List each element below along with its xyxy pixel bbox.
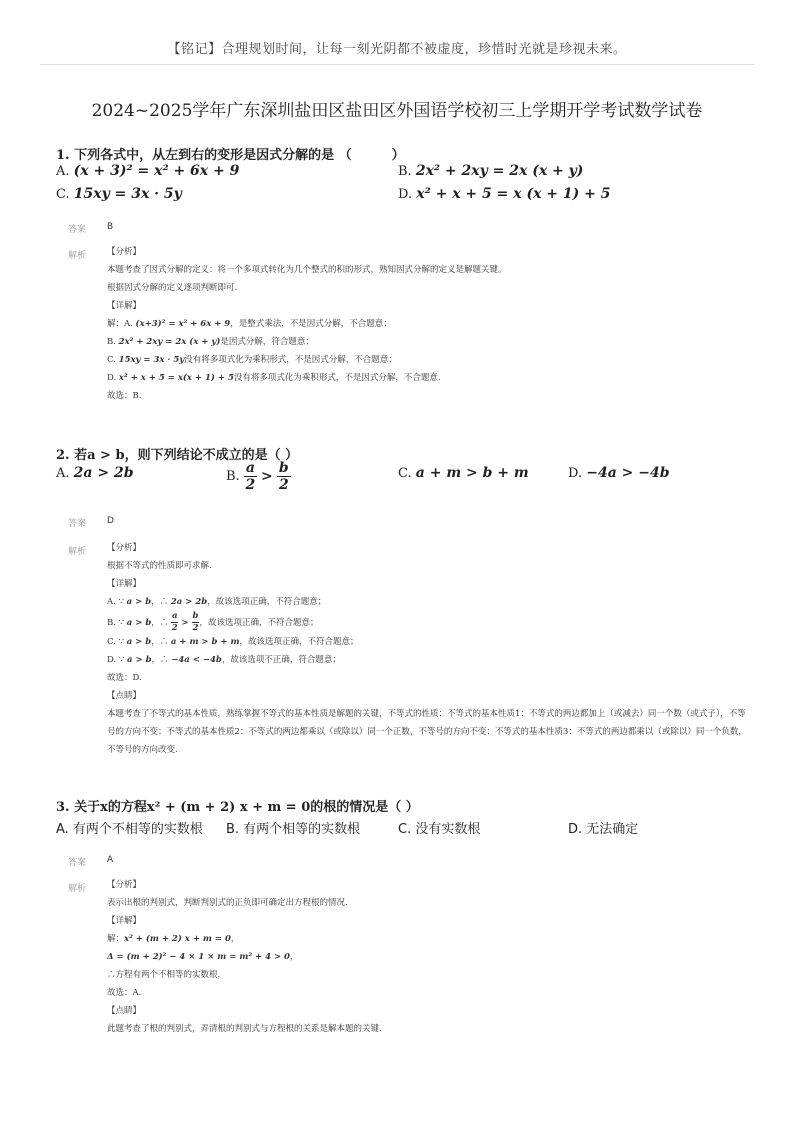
q1-analysis-line: 【分析】 — [107, 247, 142, 257]
q2-option-a-letter: A. — [56, 466, 70, 481]
q2-analysis-line: 【详解】 — [107, 579, 142, 589]
q2-analysis-line: 根据不等式的性质即可求解. — [107, 561, 212, 571]
q2-answer-label: 答案 — [68, 519, 87, 529]
q2-option-d-letter: D. — [568, 466, 583, 481]
q3-analysis-line: 【详解】 — [107, 916, 142, 926]
page-title: 2024~2025学年广东深圳盐田区盐田区外国语学校初三上学期开学考试数学试卷 — [91, 101, 703, 121]
q2-option-c-math: a + m > b + m — [415, 465, 529, 481]
q1-option-a — [56, 163, 239, 179]
q3-analysis-line: 【分析】 — [107, 880, 142, 890]
q2-stem-text: 2. 若 — [56, 448, 88, 463]
q2-option-b-op: > — [261, 468, 273, 485]
q2-option-b-frac-b: $\frac{b}{2}$ — [278, 460, 289, 493]
q3-analysis-line: Δ = (m + 2)² − 4 × 1 × m = m² + 4 > 0， — [107, 952, 299, 962]
q1-option-b-math: 2x² + 2xy = 2x (x + y) — [415, 163, 584, 179]
q2-analysis-line: 故选：D. — [107, 673, 142, 683]
q1-analysis-line: C. 15xy = 3x · 5y没有将多项式化为乘积形式，不是因式分解，不合题意； — [107, 355, 397, 365]
q2-stem-close: ，则下列结论不成立的是（ ） — [124, 448, 299, 463]
q1-option-d — [398, 186, 611, 202]
q2-option-b-letter: B. — [226, 469, 240, 484]
q1-option-a-letter: A. — [56, 164, 70, 179]
q2-option-a-math: 2a > 2b — [73, 465, 134, 481]
q1-stem — [56, 144, 756, 163]
q3-option-a: A. 有两个不相等的实数根 — [56, 822, 203, 837]
q2-option-a — [56, 465, 134, 481]
header-motto: 【铭记】合理规划时间，让每一刻光阴都不被虚度，珍惜时光就是珍视未来。 — [167, 42, 627, 57]
q1-analysis — [107, 243, 747, 405]
q2-analysis-note: 本题考查了不等式的基本性质，熟练掌握不等式的基本性质是解题的关键，不等式的性质：不等式的基本性质1：不等式的两边都加上（或减去）同一个数（或式子），不等号的方向不变；不等式的基本性质2：不等式的两边都乘以（或除以）同一个正数，不等号的方向不变；不等式的基本性质3：不等式的两边都乘以（或除以）同一个负数，不等号的方向改变. — [107, 709, 747, 755]
q1-option-c — [56, 186, 182, 202]
q1-option-d-math: x² + x + 5 = x (x + 1) + 5 — [416, 186, 611, 202]
q2-analysis-line: A. ∵ a > b，∴ 2a > 2b，故该选项正确，不符合题意； — [107, 597, 327, 607]
q2-analysis-label: 解析 — [68, 547, 87, 557]
q1-answer-value: B — [107, 222, 114, 232]
header-divider — [40, 64, 754, 65]
q1-option-a-math: (x + 3)² = x² + 6x + 9 — [73, 163, 240, 179]
q1-option-c-letter: C. — [56, 187, 70, 202]
q2-stem — [56, 444, 756, 463]
q2-option-b — [226, 460, 291, 493]
q3-stem-text: 3. 关于x的方程 — [56, 800, 147, 815]
q3-answer-label: 答案 — [68, 858, 87, 868]
q3-analysis-line: 故选：A. — [107, 988, 142, 998]
q3-analysis-line: 此题考查了根的判别式，弄清根的判别式与方程根的关系是解本题的关键. — [107, 1024, 382, 1034]
q2-stem-math: a > b — [87, 448, 125, 463]
q3-analysis-line: 解：x² + (m + 2) x + m = 0， — [107, 934, 240, 944]
q1-option-b — [398, 163, 583, 179]
q3-option-b: B. 有两个相等的实数根 — [226, 822, 361, 837]
q1-analysis-line: 故选：B. — [107, 391, 142, 401]
q1-option-d-letter: D. — [398, 187, 413, 202]
q2-analysis-line: D. ∵ a > b，∴ −4a < −4b，故该选项不正确，符合题意； — [107, 655, 341, 665]
q3-analysis — [107, 876, 747, 1038]
q1-analysis-line: 【详解】 — [107, 301, 142, 311]
q1-stem-text: 1. 下列各式中，从左到右的变形是因式分解的是 （ — [56, 148, 352, 163]
q1-analysis-label: 解析 — [68, 251, 87, 261]
q2-analysis-line: 【分析】 — [107, 543, 142, 553]
q1-analysis-line: B. 2x² + 2xy = 2x (x + y)是因式分解，符合题意； — [107, 337, 314, 347]
q2-option-c-letter: C. — [398, 466, 412, 481]
q3-stem-math: x² + (m + 2) x + m = 0 — [146, 800, 311, 815]
q2-option-d — [568, 465, 670, 481]
q3-analysis-label: 解析 — [68, 884, 87, 894]
q1-option-b-letter: B. — [398, 164, 412, 179]
q3-option-c: C. 没有实数根 — [398, 822, 481, 837]
q3-analysis-line: ∴方程有两个不相等的实数根， — [107, 970, 227, 980]
q1-option-c-math: 15xy = 3x · 5y — [73, 186, 182, 202]
q3-answer-value: A — [107, 855, 114, 865]
q3-stem — [56, 796, 756, 815]
q3-option-d: D. 无法确定 — [568, 822, 639, 837]
q2-option-b-frac-a: $\frac{a}{2}$ — [245, 460, 256, 493]
q1-analysis-line: D. x² + x + 5 = x(x + 1) + 5没有将多项式化为乘积形式，不是因式分解，不合题意. — [107, 373, 441, 383]
q2-answer-value: D — [107, 516, 114, 526]
q3-analysis-line: 表示出根的判别式，判断判别式的正负即可确定出方程根的情况. — [107, 898, 348, 908]
q2-option-c — [398, 465, 529, 481]
q2-option-d-math: −4a > −4b — [586, 465, 670, 481]
q2-analysis — [107, 539, 747, 759]
q2-analysis-line: C. ∵ a > b，∴ a + m > b + m，故该选项正确，不符合题意； — [107, 637, 359, 647]
q2-analysis-line: B. ∵ a > b，∴ $\frac{a}{2}$ > $\frac{b}{2}$ ，故该选项正确，不符合题意； — [107, 611, 319, 633]
q1-analysis-line: 本题考查了因式分解的定义：将一个多项式转化为几个整式的积的形式，熟知因式分解的定义是解题关键。 — [107, 265, 507, 275]
q1-analysis-line: 解：A. (x+3)² = x² + 6x + 9，是整式乘法，不是因式分解，不合题意； — [107, 319, 392, 329]
q1-answer-label: 答案 — [68, 225, 87, 235]
q1-stem-close: ） — [391, 148, 405, 163]
q3-analysis-line: 【点睛】 — [107, 1006, 142, 1016]
q2-analysis-line: 【点睛】 — [107, 691, 142, 701]
q3-stem-close: 的根的情况是（ ） — [310, 800, 419, 815]
q1-analysis-line: 根据因式分解的定义逐项判断即可. — [107, 283, 238, 293]
